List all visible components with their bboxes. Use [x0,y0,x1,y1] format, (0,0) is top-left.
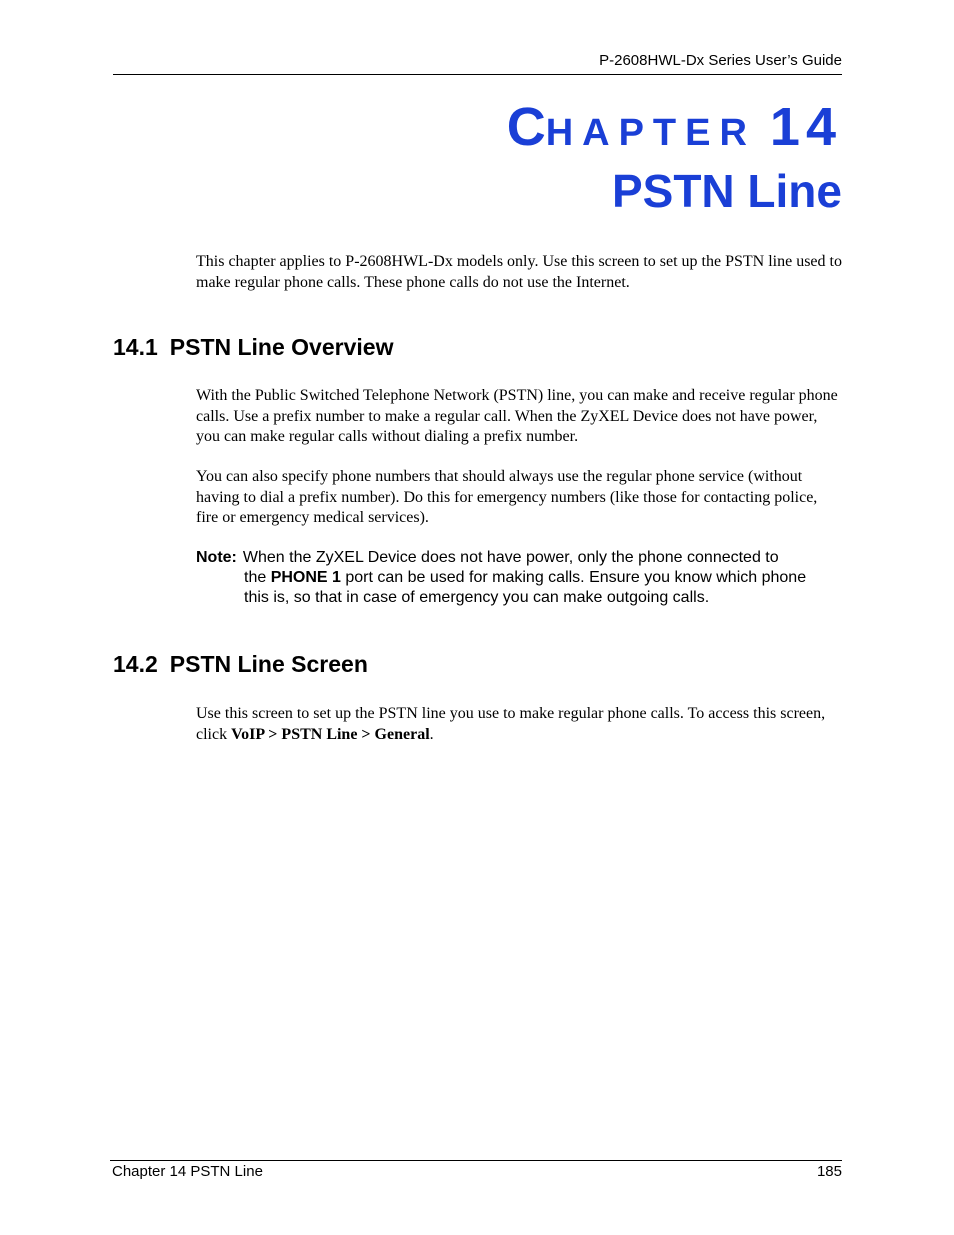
section-heading-overview [113,334,393,361]
chapter-label [506,97,842,157]
section-heading-screen [113,651,368,678]
section-title: PSTN Line Screen [169,651,368,677]
overview-paragraph-2: You can also specify phone numbers that should always use the regular phone service (without having to dial a prefix number). Do this for emergency numbers (like those for contacting police, fire or emergency medical services). [196,468,818,526]
note-line-1: When the ZyXEL Device does not have power, only the phone connected to [242,549,779,566]
chapter-label-initial: C [506,97,546,157]
guide-title: P-2608HWL-Dx Series User’s Guide [599,52,842,69]
note-label: Note: [196,549,237,566]
note-line-2-end: port can be used for making calls. Ensure you know which phone [340,569,807,586]
section-number: 14.1 [113,334,158,360]
chapter-title: PSTN Line [611,165,842,217]
overview-paragraph-1: With the Public Switched Telephone Network (PSTN) line, you can make and receive regular phone calls. Use a prefix number to make a regular call. When the ZyXEL Device does not have power, you can make regular calls without dialing a prefix number. [196,387,838,445]
section-title: PSTN Line Overview [169,334,394,360]
screen-paragraph [196,704,842,745]
page-footer [110,1160,842,1185]
note-line-2-start: the [244,569,271,586]
note-line-3: this is, so that in case of emergency you can make outgoing calls. [244,589,710,606]
phone-1-label: PHONE 1 [270,569,341,586]
note-line-2 [196,568,846,588]
chapter-number: 14 [769,97,842,157]
screen-paragraph-text: Use this screen to set up the PSTN line you use to make regular phone calls. To access this screen, click [196,705,826,743]
note-block [196,548,846,608]
chapter-label-rest: HAPTER [545,112,756,154]
section-number: 14.2 [113,651,158,677]
page-header [113,50,842,75]
menu-path: VoIP > PSTN Line > General [231,725,430,743]
screen-paragraph-end: . [429,725,434,743]
intro-paragraph: This chapter applies to P-2608HWL-Dx models only. Use this screen to set up the PSTN line used to make regular phone calls. These phone calls do not use the Internet. [196,253,842,291]
page-number: 185 [816,1163,842,1180]
footer-chapter: Chapter 14 PSTN Line [112,1163,263,1180]
